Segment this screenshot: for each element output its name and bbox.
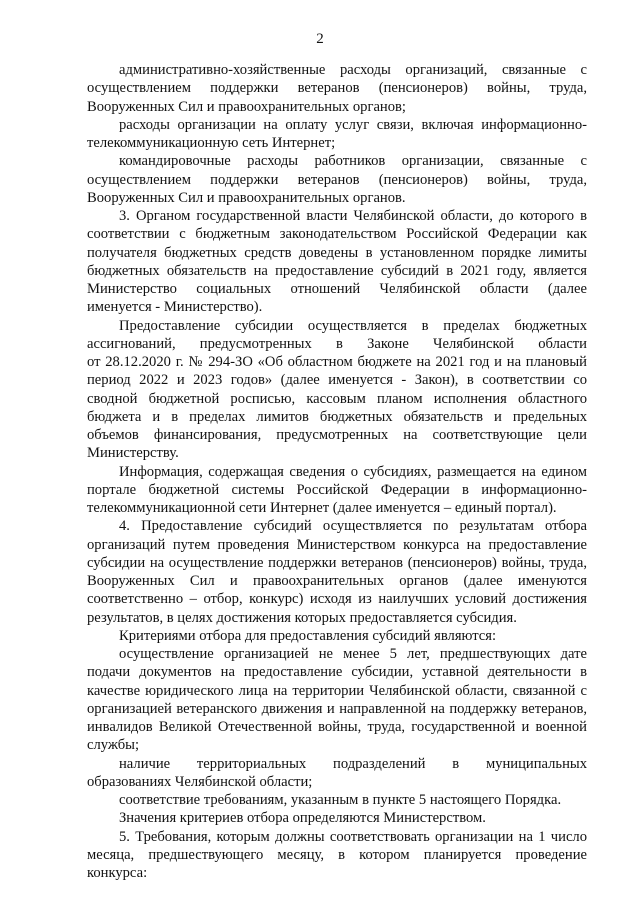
text-line: осуществлением поддержки ветеранов (пенсионеров) войны, труда, bbox=[87, 80, 587, 97]
text-line: получателя бюджетных средств доведены в установленном порядке лимиты bbox=[87, 244, 587, 261]
text-line: соответствии с бюджетным законодательством Российской Федерации как bbox=[87, 226, 587, 243]
text-line: Министерство социальных отношений Челябинской области (далее bbox=[87, 281, 587, 297]
text-line: результатов, в целях достижения которых предоставляется субсидия. bbox=[87, 609, 517, 626]
text-line: объемов финансирования, предусмотренных на соответствующие цели bbox=[87, 427, 587, 443]
text-line: подачи документов на предоставление субсидии, уставной деятельности в bbox=[87, 664, 587, 681]
text-line: Критериями отбора для предоставления субсидий являются: bbox=[119, 627, 497, 644]
text-line: осуществлением поддержки ветеранов (пенсионеров) войны, труда, bbox=[87, 171, 587, 188]
text-line: Значения критериев отбора определяются Министерством. bbox=[119, 810, 486, 827]
text-line: ассигнований, предусмотренных в Законе Челябинской области bbox=[87, 335, 587, 352]
page-number: 2 bbox=[316, 31, 324, 47]
text-line: службы; bbox=[87, 737, 140, 754]
text-line: телекоммуникационной сети Интернет (далее именуется – единый портал). bbox=[87, 500, 557, 516]
text-line: Вооруженных Сил и правоохранительных органов; bbox=[87, 98, 406, 115]
text-line: бюджета и в пределах лимитов бюджетных обязательств и предельных bbox=[87, 408, 587, 425]
text-line: наличие территориальных подразделений в муниципальных bbox=[119, 755, 587, 772]
text-line: субсидии на осуществление поддержки ветеранов (пенсионеров) войны, труда, bbox=[87, 554, 587, 571]
text-line: образованиях Челябинской области; bbox=[87, 773, 313, 790]
text-line: организаций путем проведения Министерством конкурса на предоставление bbox=[87, 536, 587, 553]
text-line: портале бюджетной системы Российской Федерации в информационно- bbox=[87, 481, 587, 498]
text-line: Министерству. bbox=[87, 445, 179, 462]
text-line: качестве юридического лица на территории Челябинской области, связанной с bbox=[87, 682, 587, 699]
text-line: административно-хозяйственные расходы организаций, связанные с bbox=[119, 62, 587, 78]
text-line: телекоммуникационную сеть Интернет; bbox=[87, 135, 336, 151]
text-line: Вооруженных Сил и правоохранительных органов (далее именуются bbox=[87, 573, 587, 589]
text-line: соответственно – отбор, конкурс) исходя из наилучших условий достижения bbox=[87, 591, 587, 608]
text-line: организацией ветеранского движения и направленной на поддержку ветеранов, bbox=[87, 700, 587, 717]
text-line: соответствие требованиям, указанным в пункте 5 настоящего Порядка. bbox=[119, 792, 562, 808]
text-line: 4. Предоставление субсидий осуществляется по результатам отбора bbox=[119, 518, 587, 535]
text-line: от 28.12.2020 г. № 294-ЗО «Об областном бюджете на 2021 год и на плановый bbox=[87, 354, 587, 370]
text-line: расходы организации на оплату услуг связи, включая информационно- bbox=[119, 116, 587, 133]
text-line: 5. Требования, которым должны соответствовать организации на 1 число bbox=[119, 828, 587, 845]
text-line: инвалидов Великой Отечественной войны, труда, государственной и военной bbox=[87, 719, 587, 735]
document-body bbox=[87, 61, 587, 882]
text-line: период 2022 и 2023 годов» (далее именуется - Закон), в соответствии со bbox=[87, 372, 587, 389]
text-line: сводной бюджетной росписью, кассовым планом исполнения областного bbox=[87, 390, 587, 407]
text-line: бюджетных обязательств на предоставление субсидий в 2021 году, является bbox=[87, 262, 587, 279]
text-line: Вооруженных Сил и правоохранительных органов. bbox=[87, 189, 406, 206]
text-line: Информация, содержащая сведения о субсидиях, размещается на едином bbox=[119, 463, 587, 480]
text-line: 3. Органом государственной власти Челябинской области, до которого в bbox=[119, 208, 587, 224]
text-line: месяца, предшествующего месяцу, в котором планируется проведение bbox=[87, 846, 587, 863]
text-line: Предоставление субсидии осуществляется в пределах бюджетных bbox=[119, 317, 587, 334]
text-line: командировочные расходы работников организации, связанные с bbox=[119, 153, 587, 170]
text-line: конкурса: bbox=[87, 865, 148, 881]
text-line: осуществление организацией не менее 5 лет, предшествующих дате bbox=[119, 646, 587, 662]
text-line: именуется - Министерство). bbox=[87, 299, 263, 316]
